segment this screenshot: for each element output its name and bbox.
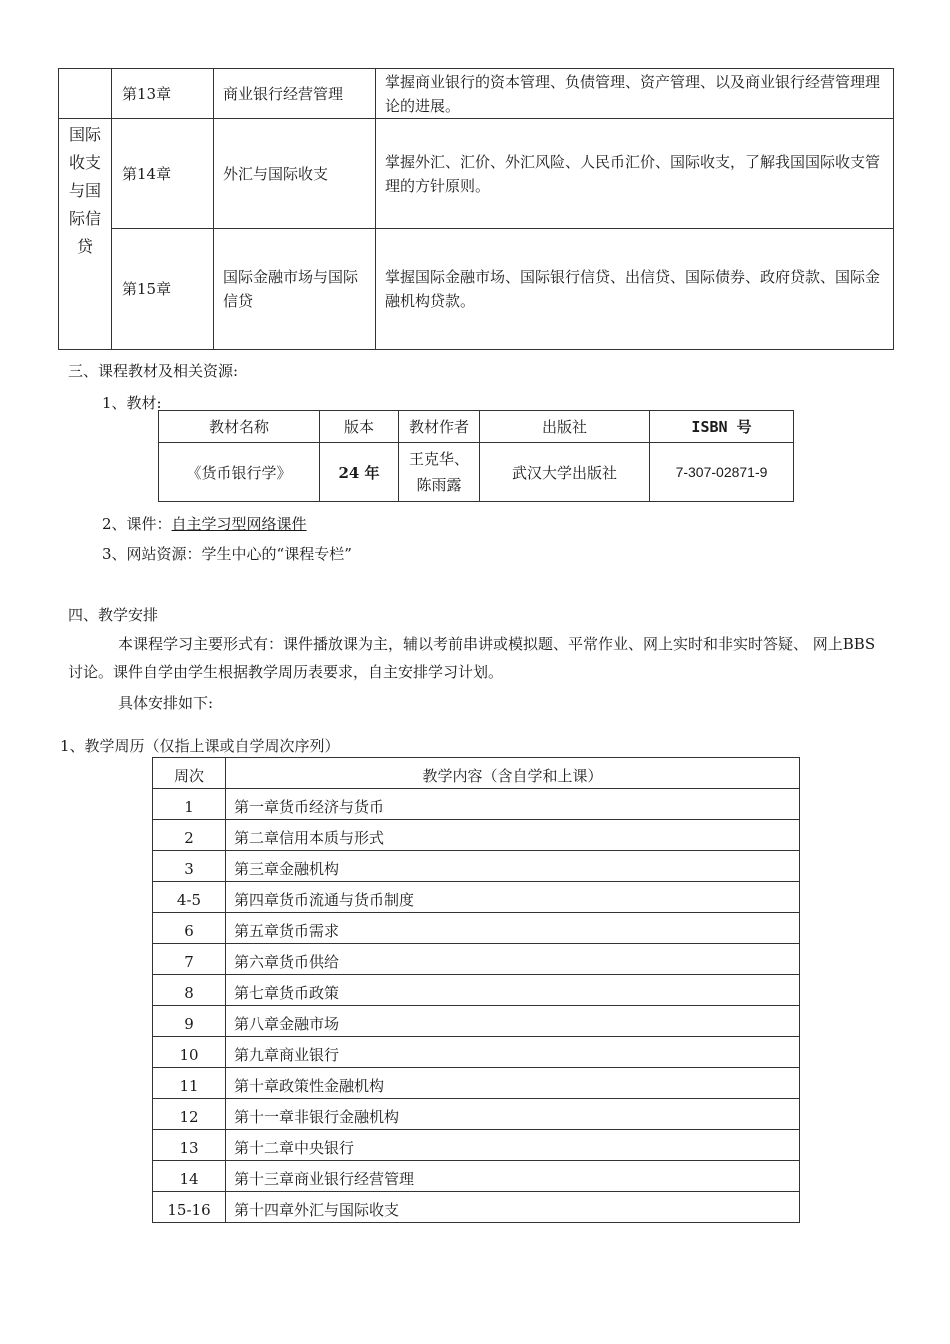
week-content: 第十三章商业银行经营管理 bbox=[226, 1161, 800, 1192]
courseware-line bbox=[102, 513, 307, 534]
header-week: 周次 bbox=[153, 758, 226, 789]
textbook-author-text: 王克华、陈雨露 bbox=[408, 450, 469, 494]
header-content: 教学内容（含自学和上课） bbox=[226, 758, 800, 789]
calendar-title: 1、教学周历（仅指上课或自学周次序列） bbox=[60, 737, 340, 755]
week-content: 第八章金融市场 bbox=[226, 1006, 800, 1037]
website-resources: 3、网站资源：学生中心的“课程专栏” bbox=[102, 545, 352, 563]
week-content: 第二章信用本质与形式 bbox=[226, 820, 800, 851]
chapter-description: 掌握商业银行的资本管理、负债管理、资产管理、以及商业银行经营管理理论的进展。 bbox=[376, 69, 894, 119]
chapter-number: 第13章 bbox=[112, 69, 214, 119]
textbook-publisher: 武汉大学出版社 bbox=[480, 443, 650, 502]
schedule-row bbox=[153, 913, 800, 944]
week-number: 6 bbox=[153, 913, 226, 944]
courseware-label: 2、课件： bbox=[102, 515, 172, 533]
textbook-table bbox=[158, 410, 794, 502]
section3-heading: 三、课程教材及相关资源: bbox=[68, 362, 239, 380]
week-number: 11 bbox=[153, 1068, 226, 1099]
week-number: 13 bbox=[153, 1130, 226, 1161]
schedule-row bbox=[153, 1068, 800, 1099]
week-number: 3 bbox=[153, 851, 226, 882]
textbook-edition: 24 年 bbox=[320, 443, 399, 502]
schedule-row bbox=[153, 1192, 800, 1223]
week-number: 1 bbox=[153, 789, 226, 820]
schedule-header-row bbox=[153, 758, 800, 789]
schedule-row bbox=[153, 1130, 800, 1161]
textbook-isbn: 7-307-02871-9 bbox=[650, 443, 794, 502]
schedule-row bbox=[153, 851, 800, 882]
week-content: 第十一章非银行金融机构 bbox=[226, 1099, 800, 1130]
header-author: 教材作者 bbox=[399, 411, 480, 443]
schedule-row bbox=[153, 1161, 800, 1192]
week-content: 第四章货币流通与货币制度 bbox=[226, 882, 800, 913]
chapter-description: 掌握外汇、汇价、外汇风险、人民币汇价、国际收支，了解我国国际收支管理的方针原则。 bbox=[376, 119, 894, 229]
chapter-row bbox=[59, 229, 894, 350]
chapter-title: 外汇与国际收支 bbox=[214, 119, 376, 229]
chapter-title: 商业银行经营管理 bbox=[214, 69, 376, 119]
week-content: 第十二章中央银行 bbox=[226, 1130, 800, 1161]
week-content: 第六章货币供给 bbox=[226, 944, 800, 975]
category-cell-empty bbox=[59, 69, 112, 119]
chapter-row bbox=[59, 119, 894, 229]
week-number: 9 bbox=[153, 1006, 226, 1037]
week-content: 第五章货币需求 bbox=[226, 913, 800, 944]
header-publisher: 出版社 bbox=[480, 411, 650, 443]
week-number: 7 bbox=[153, 944, 226, 975]
header-edition: 版本 bbox=[320, 411, 399, 443]
category-cell bbox=[59, 119, 112, 350]
week-content: 第七章货币政策 bbox=[226, 975, 800, 1006]
week-number: 14 bbox=[153, 1161, 226, 1192]
schedule-row bbox=[153, 882, 800, 913]
chapter-table bbox=[58, 68, 894, 350]
schedule-row bbox=[153, 820, 800, 851]
week-content: 第十章政策性金融机构 bbox=[226, 1068, 800, 1099]
chapter-number: 第14章 bbox=[112, 119, 214, 229]
textbook-label: 1、教材: bbox=[102, 394, 162, 412]
week-number: 2 bbox=[153, 820, 226, 851]
chapter-description: 掌握国际金融市场、国际银行信贷、出信贷、国际债券、政府贷款、国际金融机构贷款。 bbox=[376, 229, 894, 350]
week-content: 第三章金融机构 bbox=[226, 851, 800, 882]
week-number: 10 bbox=[153, 1037, 226, 1068]
header-isbn: ISBN 号 bbox=[650, 411, 794, 443]
schedule-row bbox=[153, 789, 800, 820]
courseware-link[interactable]: 自主学习型网络课件 bbox=[171, 515, 307, 533]
week-number: 12 bbox=[153, 1099, 226, 1130]
teaching-paragraph: 本课程学习主要形式有：课件播放课为主，辅以考前串讲或模拟题、平常作业、网上实时和非实时答疑、 网上BBS讨论。课件自学由学生根据教学周历表要求，自主安排学习计划。 bbox=[68, 635, 876, 681]
week-content: 第十四章外汇与国际收支 bbox=[226, 1192, 800, 1223]
chapter-row bbox=[59, 69, 894, 119]
textbook-row bbox=[159, 443, 794, 502]
category-label: 国际收支与国际信贷 bbox=[68, 125, 101, 256]
chapter-title: 国际金融市场与国际信贷 bbox=[214, 229, 376, 350]
schedule-row bbox=[153, 1037, 800, 1068]
week-content: 第九章商业银行 bbox=[226, 1037, 800, 1068]
schedule-row bbox=[153, 975, 800, 1006]
textbook-name: 《货币银行学》 bbox=[159, 443, 320, 502]
week-content: 第一章货币经济与货币 bbox=[226, 789, 800, 820]
schedule-row bbox=[153, 1006, 800, 1037]
header-textbook-name: 教材名称 bbox=[159, 411, 320, 443]
schedule-row bbox=[153, 1099, 800, 1130]
section4-heading: 四、教学安排 bbox=[68, 606, 159, 624]
week-number: 15-16 bbox=[153, 1192, 226, 1223]
week-number: 4-5 bbox=[153, 882, 226, 913]
textbook-header-row bbox=[159, 411, 794, 443]
arrangement-intro: 具体安排如下: bbox=[118, 694, 214, 712]
textbook-author bbox=[399, 443, 480, 502]
week-number: 8 bbox=[153, 975, 226, 1006]
chapter-number: 第15章 bbox=[112, 229, 214, 350]
schedule-row bbox=[153, 944, 800, 975]
schedule-table bbox=[152, 757, 800, 1223]
